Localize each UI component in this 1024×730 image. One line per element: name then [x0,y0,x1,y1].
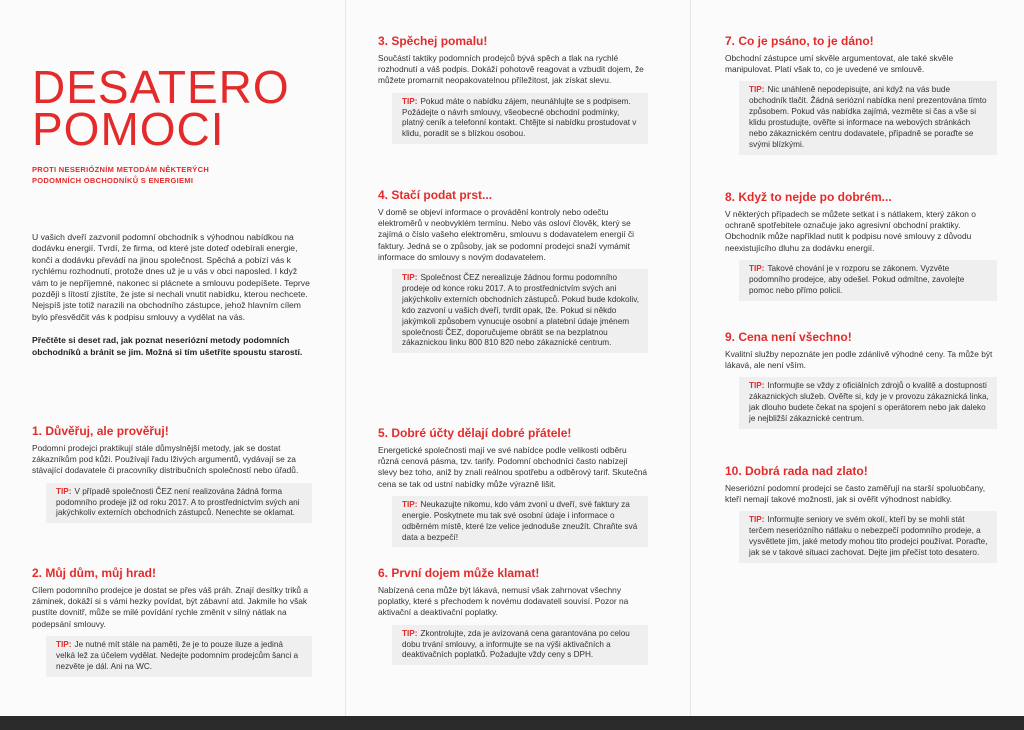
section-6 [378,566,648,665]
tip-text: V případě společnosti ČEZ není realizována žádná forma podomního prodeje již od roku 2017. A to prostřednictvím svých ani jakýchkoliv externích obchodních zástupců. Nenechte se oklamat. [56,486,300,518]
tip-text: Takové chování je v rozporu se zákonem. Vyzvěte podomního prodejce, aby odešel. Pokud odmítne, zavolejte pomoc nebo přímo policii. [749,263,965,295]
section-body: Součástí taktiky podomních prodejců bývá spěch a tlak na rychlé rozhodnutí a váš podpis. Dokáží pohotově reagovat a vzbudit dojem, že můžete promarnit neopakovatelnou příležitost, jak získat slevu. [378,53,644,86]
tip-box [739,377,997,429]
section-body: Obchodní zástupce umí skvěle argumentovat, ale také skvěle manipulovat. Platí však to, co je uvedené ve smlouvě. [725,53,954,75]
section-body: Neseriózní podomní prodejci se často zaměřují na starší spoluobčany, kteří nemají takové možnosti, jak si ověřit výhodnost nabídky. [725,483,986,505]
section-heading: 8. Když to nejde po dobrém... [725,190,892,204]
section-heading: 7. Co je psáno, to je dáno! [725,34,874,48]
section-1 [32,424,312,523]
section-heading: 1. Důvěřuj, ale prověřuj! [32,424,169,438]
tip-box [46,483,312,524]
call-to-action: Přečtěte si deset rad, jak poznat neseriózní metody podomních obchodníků a bránit se jim. Možná si tím ušetříte spoustu starostí. [32,335,303,357]
tip-label: TIP: [749,263,765,273]
tip-text: Zkontrolujte, zda je avizovaná cena garantována po celou dobu trvání smlouvy, a informujte se na výši aktivačních a deaktivačních poplatků. Požadujte vždy ceny s DPH. [402,628,630,660]
tip-text: Neukazujte nikomu, kdo vám zvoní u dveří, své faktury za energie. Poskytnete mu tak své osobní údaje i informace o odběrném místě, které lze velice jednoduše zneužít. Chraňte svá data a bezpečí! [402,499,638,542]
tip-box [392,93,648,145]
tip-label: TIP: [402,499,418,509]
section-heading: 2. Můj dům, můj hrad! [32,566,157,580]
tip-text: Informujte se vždy z oficiálních zdrojů o kvalitě a dostupnosti zákaznických služeb. Ověřte si, kdy je v provozu zákaznická linka, jak dlouho budete čekat na spojení s operátorem nebo jak daleko je nejbližší zákaznické centrum. [749,381,989,424]
tip-label: TIP: [402,273,418,283]
section-heading: 9. Cena není všechno! [725,330,852,344]
fold-line [345,0,346,716]
section-heading: 3. Spěchej pomalu! [378,34,488,48]
subtitle-line-2: PODOMNÍCH OBCHODNÍKŮ S ENERGIEMI [32,176,194,185]
section-body: V domě se objeví informace o provádění kontroly nebo odečtu elektroměrů v neobvyklém termínu. Nebo vás osloví člověk, který se zajímá o číslo vašeho elektroměru, smlouvu s dodavatelem energií či faktury. Jedná se o způsoby, jak se podomní prodejci snaží vymámit informace do smlouvy s novým dodavatelem. [378,207,635,262]
subtitle-line-1: PROTI NESERIÓZNÍM METODÁM NĚKTERÝCH [32,165,210,174]
section-5 [378,426,648,547]
title-line-2: POMOCI [32,103,225,155]
tip-label: TIP: [749,381,765,391]
section-body: Energetické společnosti mají ve své nabídce podle velikosti odběru různá cenová pásma, tzv. tarify. Podomní obchodníci často nabízejí slevy bez toho, aniž by znali reálnou spotřebu a odběrový tarif. Skutečná cena se tak od ustní nabídky může výrazně lišit. [378,445,648,489]
section-3 [378,34,648,144]
tip-label: TIP: [749,85,765,95]
tip-box [739,81,997,154]
tip-text: Informujte seniory ve svém okolí, kteří by se mohli stát terčem neseriózního nátlaku o nebezpečí podomního prodeje, a vysvětlete jim, jaké metody mohou tito prodejci používat. Poraďte, jak se v takové situaci zachovat. Dejte jim přečíst toto desatero. [749,515,988,558]
tip-box [739,260,997,301]
tip-label: TIP: [402,96,418,106]
section-body: V některých případech se můžete setkat i s nátlakem, který zákon o ochraně spotřebitele označuje jako agresivní obchodní praktiky. Obchodník může například nutit k podpisu nové smlouvy z důvodu neexistujícího dluhu za dodávku energií. [725,209,976,253]
section-9 [725,330,997,429]
fold-line [690,0,691,716]
section-heading: 10. Dobrá rada nad zlato! [725,464,868,478]
tip-box [392,496,648,548]
tip-label: TIP: [56,486,72,496]
tip-label: TIP: [56,639,72,649]
intro-paragraph: U vašich dveří zazvonil podomní obchodník s výhodnou nabídkou na dodávku energií. Tvrdí, že firma, od které jste doteď odebírali energie, končí a dodávku převádí na jinou společnost. Spěchá a pobízí vás k rychlému rozhodnutí, protože dnes už je u vás v obci naposled. I když vám to je nepříjemné, nakonec si plácnete a smlouvu podepíšete. Teprve později s lítostí zjistíte, že jste si nechali vnutit nabídku, kterou nechcete. Nejspíš jste totiž narazili na obchodního zástupce, jehož hlavním cílem bylo přesvědčit vás k podpisu smlouvy a vydělat na vás. [32,232,310,322]
section-7 [725,34,997,155]
tip-box [46,636,312,677]
section-4 [378,188,648,353]
section-body: Cílem podomního prodejce je dostat se přes váš práh. Znají desítky triků a záminek, dokáží si s vámi hezky povídat, být zábavní atd. Jakmile ho však pustíte dovnitř, může se milé povídání rychle změnit v silný nátlak na podepsání smlouvy. [32,585,309,629]
section-body: Kvalitní služby nepoznáte jen podle zdánlivě výhodné ceny. Ta může být lákavá, ale není vším. [725,349,993,371]
tip-box [392,625,648,666]
tip-text: Nic unáhleně nepodepisujte, ani když na vás bude obchodník tlačit. Žádná seriózní nabídka není prezentována tímto způsobem. Pokud vás nabídka zajímá, vezměte si čas a vše si klidu prostudujte, ověřte si informace na webových stránkách nebo zákaznickém centru dodavatele, případně se poraďte se svými blízkými. [749,85,987,149]
section-heading: 6. První dojem může klamat! [378,566,540,580]
tip-box [392,269,648,353]
title-line-1: DESATERO [32,61,290,113]
tip-label: TIP: [749,515,765,525]
section-8 [725,190,997,301]
page-subtitle [32,164,312,186]
tip-text: Společnost ČEZ nerealizuje žádnou formu podomního prodeje od konce roku 2017. A to prostřednictvím svých ani jakýchkoliv externích obchodních zástupců. Pokud bude kdokoliv, kdo zazvoní u vašich dveří, tvrdit opak, lže. Pokud si někdo jakýmkoli způsobem vynucuje osobní a platební údaje jménem společnosti ČEZ, doporučujeme obrátit se na bezplatnou zákaznickou linku 800 810 820 nebo zákaznické centrum. [402,273,639,348]
section-heading: 4. Stačí podat prst... [378,188,493,202]
bottom-edge-bar [0,716,1024,730]
tip-label: TIP: [402,628,418,638]
tip-box [739,511,997,563]
section-heading: 5. Dobré účty dělají dobré přátele! [378,426,572,440]
tip-text: Pokud máte o nabídku zájem, neunáhlujte se s podpisem. Požádejte o návrh smlouvy, všeobecné obchodní podmínky, platný ceník a telefonní kontakt. Chtějte si nabídku prostudovat v klidu, poradit se s blízkou osobou. [402,96,637,139]
tip-text: Je nutné mít stále na paměti, že je to pouze iluze a jediná velká lež za účelem vydělat. Nedejte podomním prodejcům šanci a nezvěte je dál. Ani na WC. [56,639,299,671]
section-10 [725,464,997,563]
section-body: Nabízená cena může být lákavá, nemusí však zahrnovat všechny poplatky, které s přechodem k novému dodavateli souvisí. Pozor na aktivační a deaktivační poplatky. [378,585,629,618]
section-2 [32,566,312,677]
page-title [32,61,312,155]
section-body: Podomní prodejci praktikují stále důmyslnější metody, jak se dostat zákazníkům pod kůži. Používají řadu lživých argumentů, vydávají se za stávající dodavatele či pracovníky distribučních společností nebo úřadů. [32,443,299,476]
